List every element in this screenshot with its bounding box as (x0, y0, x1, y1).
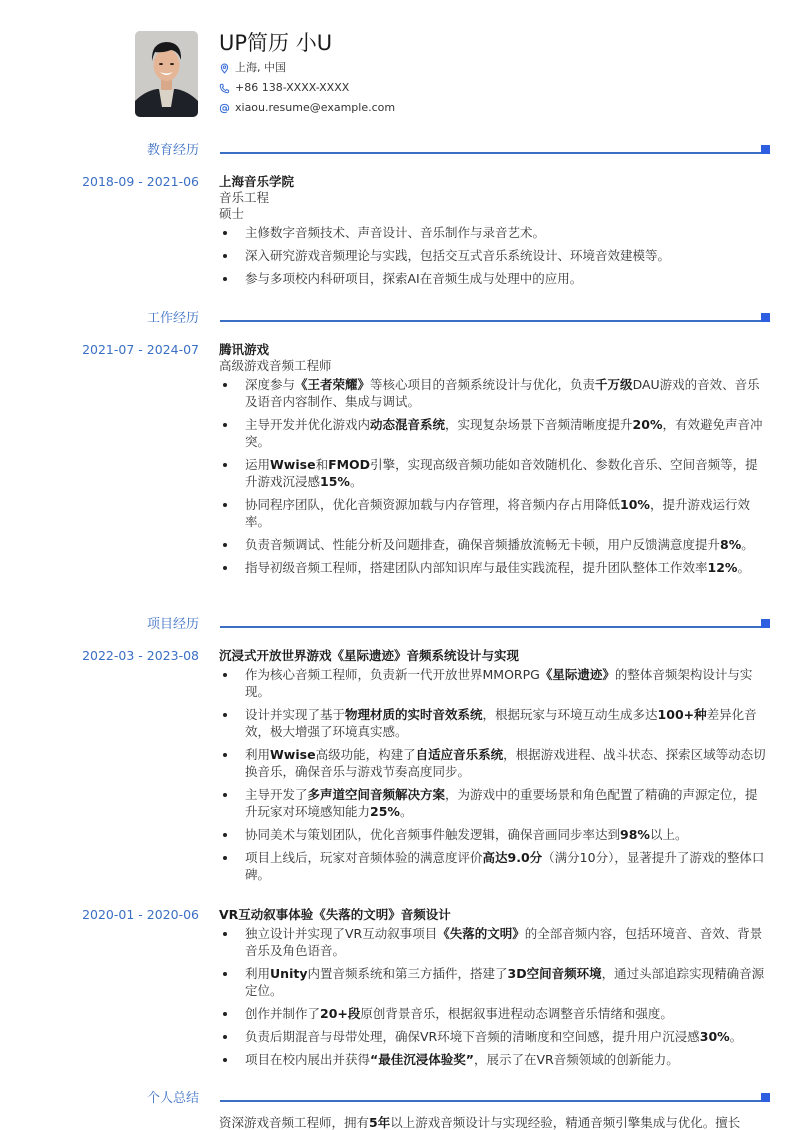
entry-date: 2021-07 - 2024-07 (82, 342, 199, 357)
phone-icon (219, 83, 230, 94)
job-title: 高级游戏音频工程师 (219, 358, 332, 373)
company-name: 腾讯游戏 (219, 342, 270, 357)
bullet-item: 指导初级音频工程师，搭建团队内部知识库与最佳实践流程，提升团队整体工作效率12%。 (219, 559, 770, 576)
bullet-item: 作为核心音频工程师，负责新一代开放世界MMORPG《星际遗迹》的整体音频架构设计与实现。 (219, 666, 770, 700)
section-education-header (0, 142, 799, 162)
section-marker (761, 313, 770, 322)
degree: 硕士 (219, 206, 245, 221)
at-icon (219, 103, 230, 114)
bullet-item: 主导开发并优化游戏内动态混音系统，实现复杂场景下音频清晰度提升20%，有效避免声音冲突。 (219, 416, 770, 450)
school-name: 上海音乐学院 (219, 174, 295, 189)
section-title: 项目经历 (146, 617, 199, 632)
bullet-item: 主导开发了多声道空间音频解决方案，为游戏中的重要场景和角色配置了精确的声源定位，提升玩家对环境感知能力25%。 (219, 786, 770, 820)
section-summary-header (0, 1090, 799, 1110)
section-marker (761, 1093, 770, 1102)
bullet-item: 负责音频调试、性能分析及问题排查，确保音频播放流畅无卡顿，用户反馈满意度提升8%。 (219, 536, 770, 553)
candidate-name: UP简历 小U (219, 31, 333, 55)
entry-date: 2018-09 - 2021-06 (82, 174, 199, 189)
email-link[interactable]: xiaou.resume@example.com (235, 101, 396, 114)
bullet-list (219, 376, 770, 576)
phone-text: +86 138-XXXX-XXXX (235, 81, 350, 94)
section-title: 工作经历 (146, 311, 199, 326)
bullet-item: 创作并制作了20+段原创背景音乐，根据叙事进程动态调整音乐情绪和强度。 (219, 1005, 770, 1022)
location-row (219, 61, 395, 75)
location-text: 上海, 中国 (235, 61, 286, 74)
section-work-header (0, 310, 799, 330)
bullet-item: 深度参与《王者荣耀》等核心项目的音频系统设计与优化，负责千万级DAU游戏的音效、音乐及语音内容制作、集成与调试。 (219, 376, 770, 410)
bullet-item: 独立设计并实现了VR互动叙事项目《失落的文明》的全部音频内容，包括环境音、音效、背景音乐及角色语音。 (219, 925, 770, 959)
bullet-list (219, 925, 770, 1068)
bullet-item: 负责后期混音与母带处理，确保VR环境下音频的清晰度和空间感，提升用户沉浸感30%。 (219, 1028, 770, 1045)
entry-date: 2020-01 - 2020-06 (82, 907, 199, 922)
summary-text: 资深游戏音频工程师，拥有5年以上游戏音频设计与实现经验，精通音频引擎集成与优化。擅长 (219, 1115, 741, 1130)
entry-date: 2022-03 - 2023-08 (82, 648, 199, 663)
email-row (219, 101, 395, 115)
section-divider (220, 320, 770, 322)
bullet-item: 协同美术与策划团队，优化音频事件触发逻辑，确保音画同步率达到98%以上。 (219, 826, 770, 843)
bullet-item: 深入研究游戏音频理论与实践，包括交互式音乐系统设计、环境音效建模等。 (219, 247, 770, 264)
bullet-item: 运用Wwise和FMOD引擎，实现高级音频功能如音效随机化、参数化音乐、空间音频等，提升游戏沉浸感15%。 (219, 456, 770, 490)
location-pin-icon (219, 63, 230, 74)
section-divider (220, 152, 770, 154)
section-title: 教育经历 (146, 143, 199, 158)
section-divider (220, 626, 770, 628)
section-projects-header (0, 616, 799, 636)
profile-photo (135, 31, 198, 117)
bullet-item: 协同程序团队，优化音频资源加载与内存管理，将音频内存占用降低10%，提升游戏运行效率。 (219, 496, 770, 530)
project-name: VR互动叙事体验《失落的文明》音频设计 (219, 907, 451, 922)
section-marker (761, 619, 770, 628)
bullet-item: 设计并实现了基于物理材质的实时音效系统，根据玩家与环境互动生成多达100+种差异化音效，极大增强了环境真实感。 (219, 706, 770, 740)
phone-row (219, 81, 395, 95)
bullet-item: 主修数字音频技术、声音设计、音乐制作与录音艺术。 (219, 224, 770, 241)
bullet-item: 利用Unity内置音频系统和第三方插件，搭建了3D空间音频环境，通过头部追踪实现精确音源定位。 (219, 965, 770, 999)
section-title: 个人总结 (146, 1091, 199, 1106)
contact-info (219, 31, 395, 119)
major: 音乐工程 (219, 190, 270, 205)
project-name: 沉浸式开放世界游戏《星际遗迹》音频系统设计与实现 (219, 648, 520, 663)
bullet-item: 项目在校内展出并获得“最佳沉浸体验奖”，展示了在VR音频领域的创新能力。 (219, 1051, 770, 1068)
bullet-item: 利用Wwise高级功能，构建了自适应音乐系统，根据游戏进程、战斗状态、探索区域等动态切换音乐，确保音乐与游戏节奏高度同步。 (219, 746, 770, 780)
bullet-item: 参与多项校内科研项目，探索AI在音频生成与处理中的应用。 (219, 270, 770, 287)
resume-header (135, 31, 395, 119)
bullet-item: 项目上线后，玩家对音频体验的满意度评价高达9.0分（满分10分），显著提升了游戏的整体口碑。 (219, 849, 770, 883)
bullet-list (219, 224, 770, 287)
bullet-list (219, 666, 770, 883)
section-divider (220, 1100, 770, 1102)
section-marker (761, 145, 770, 154)
